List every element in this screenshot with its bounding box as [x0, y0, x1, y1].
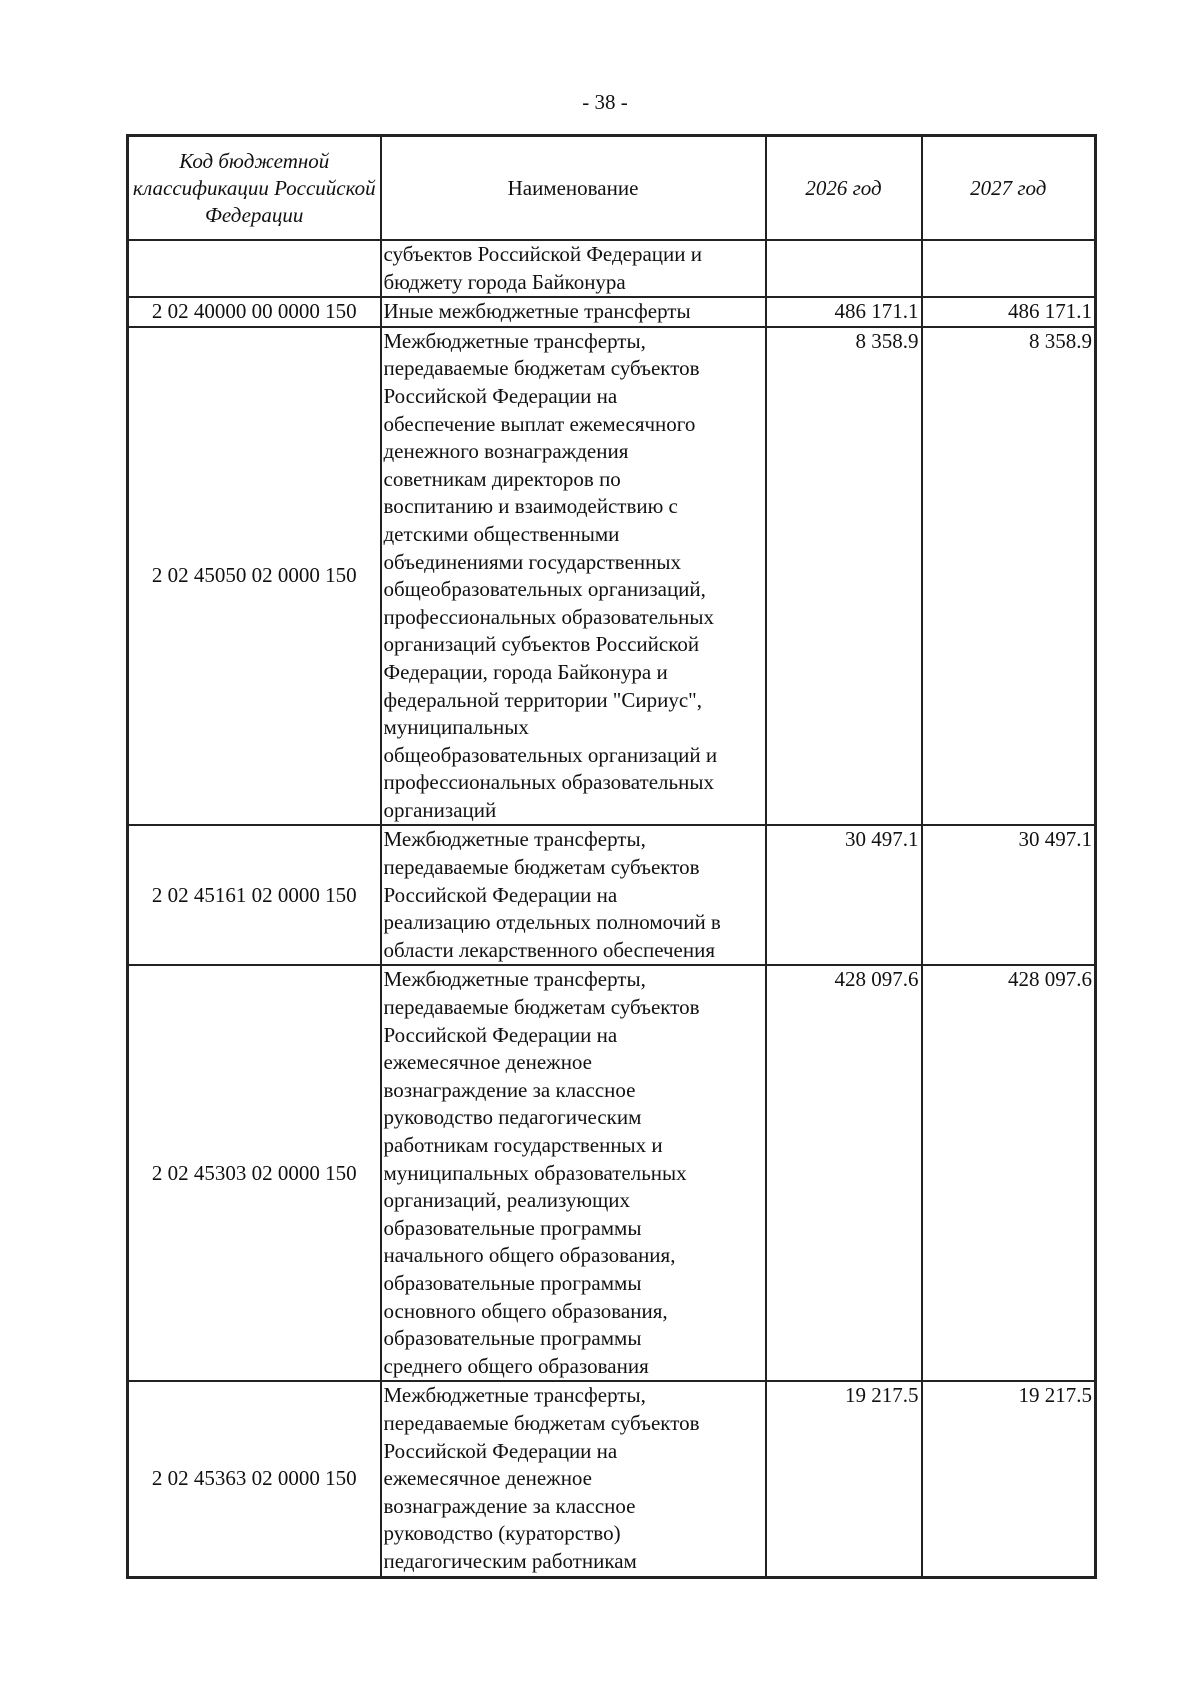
- table-row: [128, 825, 1096, 965]
- table-row: [128, 240, 1096, 297]
- row-value-2026: 19 217.5: [766, 1381, 922, 1577]
- table-row: [128, 1381, 1096, 1577]
- row-name: субъектов Российской Федерации и бюджету города Байконура: [381, 240, 766, 297]
- row-code: 2 02 45303 02 0000 150: [128, 965, 381, 1381]
- row-value-2026: 428 097.6: [766, 965, 922, 1381]
- row-value-2027: 8 358.9: [922, 327, 1096, 826]
- budget-table: [126, 134, 1097, 1579]
- table-header-row: [128, 136, 1096, 241]
- row-code: [128, 240, 381, 297]
- row-code: 2 02 45363 02 0000 150: [128, 1381, 381, 1577]
- row-code: 2 02 45050 02 0000 150: [128, 327, 381, 826]
- row-value-2026: 486 171.1: [766, 297, 922, 327]
- row-value-2027: 30 497.1: [922, 825, 1096, 965]
- table-row: [128, 297, 1096, 327]
- row-name: Межбюджетные трансферты, передаваемые бюджетам субъектов Российской Федерации на реализацию отдельных полномочий в области лекарственного обеспечения: [381, 825, 766, 965]
- row-name: Межбюджетные трансферты, передаваемые бюджетам субъектов Российской Федерации на обеспечение выплат ежемесячного денежного вознаграждения советникам директоров по воспитанию и взаимодействию с детскими общественными объединениями государственных общеобразовательных организаций, профессиональных образовательных организаций субъектов Российской Федерации, города Байконура и федеральной территории "Сириус", муниципальных общеобразовательных организаций и профессиональных образовательных организаций: [381, 327, 766, 826]
- row-name: Межбюджетные трансферты, передаваемые бюджетам субъектов Российской Федерации на ежемесячное денежное вознаграждение за классное руководство педагогическим работникам государственных и муниципальных образовательных организаций, реализующих образовательные программы начального общего образования, образовательные программы основного общего образования, образовательные программы среднего общего образования: [381, 965, 766, 1381]
- header-2027: 2027 год: [922, 136, 1096, 241]
- row-code: 2 02 40000 00 0000 150: [128, 297, 381, 327]
- row-value-2027: 486 171.1: [922, 297, 1096, 327]
- row-name: Межбюджетные трансферты, передаваемые бюджетам субъектов Российской Федерации на ежемесячное денежное вознаграждение за классное руководство (кураторство) педагогическим работникам: [381, 1381, 766, 1577]
- row-value-2026: 30 497.1: [766, 825, 922, 965]
- header-name: Наименование: [381, 136, 766, 241]
- row-value-2026: 8 358.9: [766, 327, 922, 826]
- table-row: [128, 327, 1096, 826]
- header-2026: 2026 год: [766, 136, 922, 241]
- row-value-2026: [766, 240, 922, 297]
- row-value-2027: 19 217.5: [922, 1381, 1096, 1577]
- row-name: Иные межбюджетные трансферты: [381, 297, 766, 327]
- table-row: [128, 965, 1096, 1381]
- row-value-2027: 428 097.6: [922, 965, 1096, 1381]
- page-number: - 38 -: [582, 90, 628, 114]
- header-code: Код бюджетной классификации Российской Федерации: [128, 136, 381, 241]
- row-value-2027: [922, 240, 1096, 297]
- row-code: 2 02 45161 02 0000 150: [128, 825, 381, 965]
